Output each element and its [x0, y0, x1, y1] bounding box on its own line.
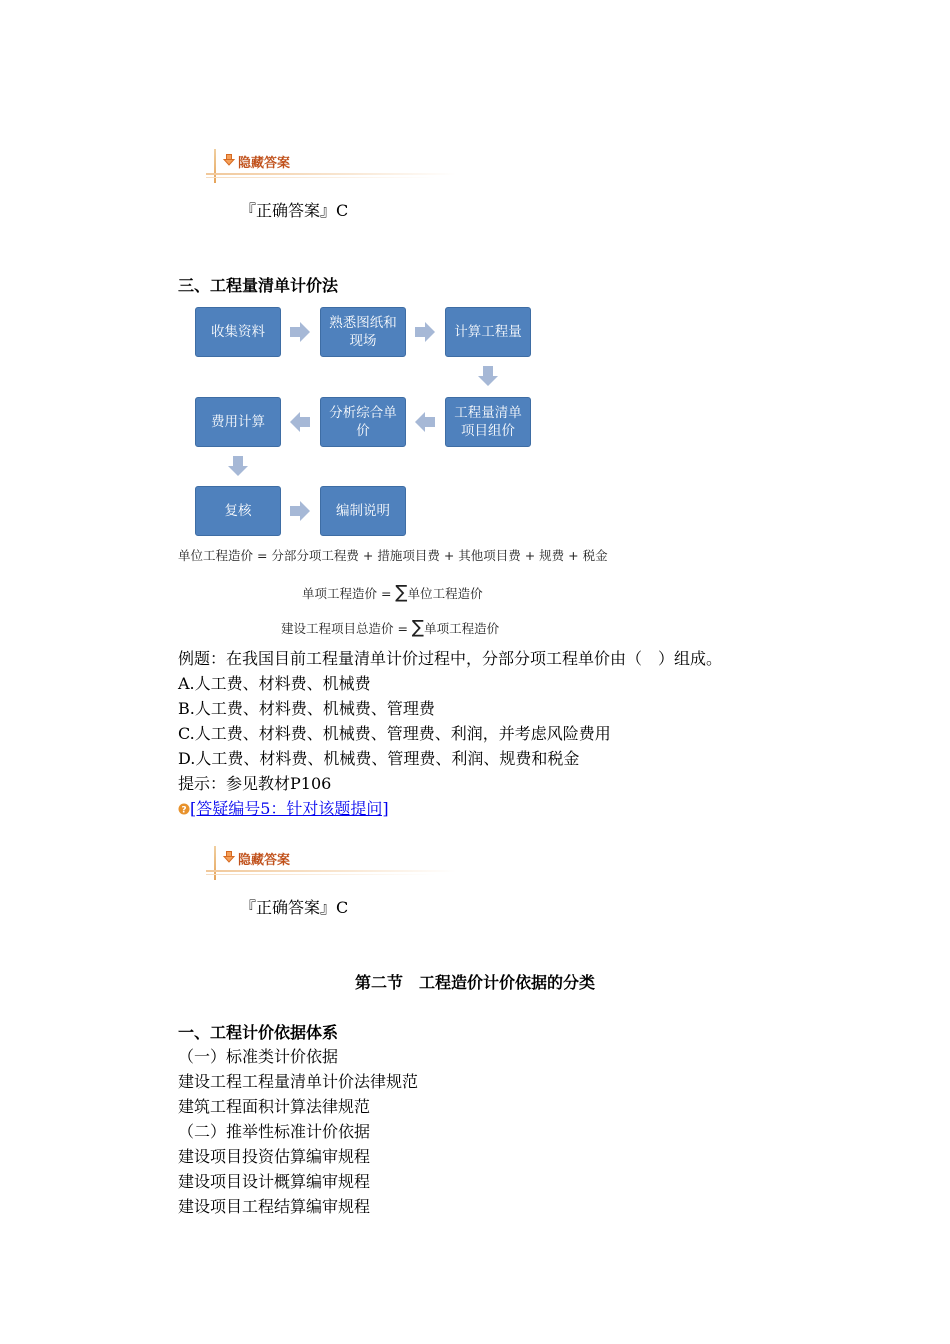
formula-total-cost	[281, 617, 499, 638]
list-item: （一）标准类计价依据	[178, 1047, 339, 1066]
option-d: D.人工费、材料费、机械费、管理费、利润、规费和税金	[178, 749, 580, 768]
list-item: 建设项目工程结算编审规程	[178, 1197, 371, 1216]
formula-text: 单项工程造价 =	[302, 586, 396, 601]
flow-node-review: 复核	[195, 486, 281, 536]
flow-node-description: 编制说明	[320, 486, 406, 536]
chapter-title: 第二节 工程造价计价依据的分类	[354, 973, 595, 992]
bar-underline	[206, 874, 436, 875]
hide-answer-bar[interactable]	[206, 149, 456, 183]
sigma-symbol: ∑	[411, 617, 425, 638]
list-item: 建设项目设计概算编审规程	[178, 1172, 371, 1191]
flow-node-group-price: 工程量清单项目组价	[445, 397, 531, 447]
section-heading: 一、工程计价依据体系	[178, 1023, 339, 1042]
formula-single-item	[302, 582, 483, 603]
formula-text: 单项工程造价	[424, 621, 500, 636]
arrow-down-icon	[223, 851, 235, 863]
arrow-down-icon	[228, 456, 248, 476]
arrow-left-icon	[290, 412, 310, 432]
qa-link[interactable]: [答疑编号5：针对该题提问]	[190, 799, 389, 818]
hint-text: 提示：参见教材P106	[178, 774, 332, 793]
arrow-down-icon	[478, 366, 498, 386]
hide-answer-label[interactable]: 隐藏答案	[238, 853, 291, 868]
question-icon	[178, 803, 190, 815]
flow-node-cost: 费用计算	[195, 397, 281, 447]
flow-node-collect: 收集资料	[195, 307, 281, 357]
formula-text: 建设工程项目总造价 =	[281, 621, 412, 636]
hide-answer-bar[interactable]	[206, 846, 456, 880]
flow-node-familiarize: 熟悉图纸和现场	[320, 307, 406, 357]
flow-node-unit-price: 分析综合单价	[320, 397, 406, 447]
correct-answer: 『正确答案』C	[240, 201, 349, 220]
arrow-down-icon	[223, 154, 235, 166]
list-item: 建筑工程面积计算法律规范	[178, 1097, 371, 1116]
arrow-right-icon	[290, 501, 310, 521]
arrow-right-icon	[415, 322, 435, 342]
arrow-right-icon	[290, 322, 310, 342]
formula-unit-cost: 单位工程造价 = 分部分项工程费 + 措施项目费 + 其他项目费 + 规费 + 税金	[178, 548, 608, 563]
list-item: （二）推举性标准计价依据	[178, 1122, 371, 1141]
correct-answer: 『正确答案』C	[240, 898, 349, 917]
bar-underline	[206, 870, 456, 872]
qa-link-row[interactable]	[178, 799, 389, 819]
option-c: C.人工费、材料费、机械费、管理费、利润，并考虑风险费用	[178, 724, 611, 743]
option-b: B.人工费、材料费、机械费、管理费	[178, 699, 435, 718]
section-heading: 三、工程量清单计价法	[178, 276, 339, 295]
option-a: A.人工费、材料费、机械费	[178, 674, 371, 693]
formula-text: 单位工程造价	[407, 586, 483, 601]
svg-text:?: ?	[181, 805, 187, 815]
list-item: 建设工程工程量清单计价法律规范	[178, 1072, 419, 1091]
arrow-left-icon	[415, 412, 435, 432]
sigma-symbol: ∑	[395, 582, 408, 603]
bar-underline	[206, 177, 436, 178]
list-item: 建设项目投资估算编审规程	[178, 1147, 371, 1166]
example-question: 例题：在我国目前工程量清单计价过程中，分部分项工程单价由（ ）组成。	[178, 649, 723, 668]
flow-node-quantity: 计算工程量	[445, 307, 531, 357]
bar-underline	[206, 173, 456, 175]
hide-answer-label[interactable]: 隐藏答案	[238, 156, 291, 171]
